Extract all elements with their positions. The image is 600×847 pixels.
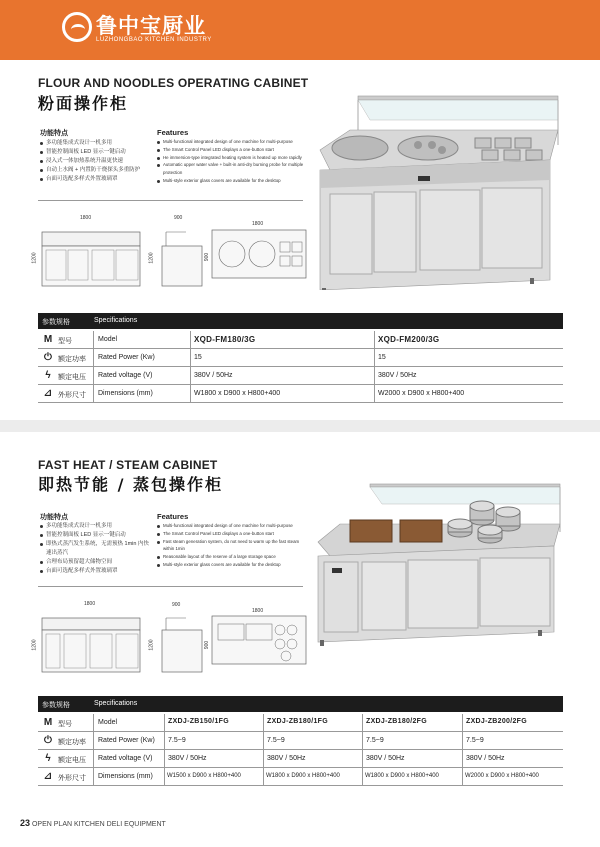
voltage-icon: ϟ xyxy=(45,370,51,381)
feature-item: He immersion-type integrated heating system is heated up more rapidly xyxy=(157,154,307,162)
feature-item: The Smart Control Panel LED displays a one-button start xyxy=(157,146,307,154)
dimension-height-side: 1200 xyxy=(148,639,155,651)
section-fast-heat-steam xyxy=(0,432,600,815)
feature-item: 即热式蒸汽发生系统，无需预热 1min 内快速出蒸汽 xyxy=(40,540,150,558)
features-cn-heading: 功能特点 xyxy=(40,514,68,521)
feature-item: 多功能集成式设计一机多用 xyxy=(40,139,150,148)
model-icon: M xyxy=(43,334,53,345)
features-en-heading: Features xyxy=(157,512,189,521)
spec-table-header xyxy=(38,696,563,712)
dimension-height-front: 1200 xyxy=(31,252,38,264)
spec-label-cn: 型号 xyxy=(58,721,72,728)
spec-row-voltage xyxy=(38,750,563,768)
section-title-cn: 粉面操作柜 xyxy=(38,94,129,113)
section-flour-noodles xyxy=(0,60,600,420)
dimension-side-width: 900 xyxy=(174,215,183,221)
spec-label-cn: 额定电压 xyxy=(58,374,86,381)
footer-text: OPEN PLAN KITCHEN DELI EQUIPMENT xyxy=(31,821,166,828)
brand-name-en: LUZHONGBAO KITCHEN INDUSTRY xyxy=(96,37,212,43)
spec-value: 380V / 50Hz xyxy=(366,755,405,762)
spec-value: ZXDJ-ZB180/2FG xyxy=(366,718,427,725)
spec-row-model xyxy=(38,331,563,349)
features-cn-heading: 功能特点 xyxy=(40,130,68,137)
features-en-list xyxy=(157,138,307,185)
spec-value: 380V / 50Hz xyxy=(194,372,233,379)
spec-row-power xyxy=(38,732,563,750)
logo-mark-icon xyxy=(62,12,92,42)
spec-label-en: Rated voltage (V) xyxy=(98,372,153,379)
brand-name-cn: 鲁中宝厨业 xyxy=(96,14,206,38)
section-divider xyxy=(0,420,600,432)
feature-item: 合理布局预留超大储物空间 xyxy=(40,558,150,567)
dimension-top-width: 1800 xyxy=(252,608,264,614)
dimension-depth: 900 xyxy=(204,252,211,262)
divider-line xyxy=(38,586,303,587)
spec-value: 380V / 50Hz xyxy=(168,755,207,762)
divider-line xyxy=(38,200,303,201)
spec-value: 7.5~9 xyxy=(168,737,186,744)
product-photo-steam-cabinet xyxy=(310,482,565,647)
model-icon: M xyxy=(43,717,53,728)
spec-label-cn: 额定电压 xyxy=(58,757,86,764)
feature-item: Automatic upper water valve + built-in anti-dry burning probe for multiple protection xyxy=(157,161,307,177)
spec-label-cn: 外形尺寸 xyxy=(58,392,86,399)
dimension-front-width: 1800 xyxy=(80,215,92,221)
spec-value: 15 xyxy=(378,354,386,361)
technical-drawings xyxy=(36,608,316,684)
spec-value: ZXDJ-ZB150/1FG xyxy=(168,718,229,725)
dimension-depth: 900 xyxy=(204,640,211,650)
spec-label-en: Dimensions (mm) xyxy=(98,390,153,397)
feature-item: Multi-style exterior glass covers are available for the desktop xyxy=(157,177,307,185)
dimensions-icon: ⊿ xyxy=(43,388,53,399)
brand-logo xyxy=(62,10,222,52)
spec-value: W2000 x D900 x H800+400 xyxy=(465,773,539,779)
feature-item: Multi-functional integrated design of one machine for multi-purpose xyxy=(157,522,307,530)
feature-item: The Smart Control Panel LED displays a one-button start xyxy=(157,530,307,538)
spec-value: ZXDJ-ZB200/2FG xyxy=(466,718,527,725)
spec-value: W1800 x D900 x H800+400 xyxy=(194,390,281,397)
spec-label-cn: 外形尺寸 xyxy=(58,775,86,782)
dimension-front-width: 1800 xyxy=(84,601,96,607)
spec-row-voltage xyxy=(38,367,563,385)
spec-label-en: Rated voltage (V) xyxy=(98,755,153,762)
spec-value: W1800 x D900 x H800+400 xyxy=(266,773,340,779)
features-cn-list xyxy=(40,139,150,184)
spec-label-cn: 型号 xyxy=(58,338,72,345)
dimensions-icon: ⊿ xyxy=(43,771,53,782)
features-en-list xyxy=(157,522,307,569)
spec-row-power xyxy=(38,349,563,367)
spec-label-en: Model xyxy=(98,336,118,343)
spec-value: W1500 x D900 x H800+400 xyxy=(167,773,241,779)
section-title-cn: 即热节能 / 蒸包操作柜 xyxy=(38,475,223,494)
spec-value: W2000 x D900 x H800+400 xyxy=(378,390,465,397)
section-title-en: FAST HEAT / STEAM CABINET xyxy=(38,458,218,472)
spec-value: XQD-FM180/3G xyxy=(194,335,256,344)
feature-item: 自动上水阀 + 内置防干烧探头多重防护 xyxy=(40,166,150,175)
spec-value: W1800 x D900 x H800+400 xyxy=(365,773,439,779)
spec-row-dimensions xyxy=(38,385,563,403)
spec-row-dimensions xyxy=(38,768,563,786)
dimension-top-width: 1800 xyxy=(252,221,264,227)
feature-item: 智能控制面板 LED 显示一键启动 xyxy=(40,531,150,540)
feature-item: Reasonable layout of the reserve of a large storage space xyxy=(157,553,307,561)
page-number: 23 xyxy=(20,818,31,828)
voltage-icon: ϟ xyxy=(45,753,51,764)
feature-item: Multi-functional integrated design of one machine for multi-purpose xyxy=(157,138,307,146)
spec-value: 380V / 50Hz xyxy=(466,755,505,762)
features-en-heading: Features xyxy=(157,128,189,137)
dimension-side-width: 900 xyxy=(172,602,181,608)
feature-item: 浸入式一体加热系统升温更快速 xyxy=(40,157,150,166)
page-header xyxy=(0,0,600,60)
dimension-height-front: 1200 xyxy=(31,639,38,651)
feature-item: 台面可选配多样式外置玻璃罩 xyxy=(40,567,150,576)
spec-value: 380V / 50Hz xyxy=(267,755,306,762)
power-icon: ⏻ xyxy=(44,352,52,363)
spec-table-header xyxy=(38,313,563,329)
spec-value: 7.5~9 xyxy=(366,737,384,744)
section-title-en: FLOUR AND NOODLES OPERATING CABINET xyxy=(38,76,309,90)
spec-header-en: Specifications xyxy=(94,700,138,707)
spec-row-model xyxy=(38,714,563,732)
feature-item: 台面可选配多样式外置玻璃罩 xyxy=(40,175,150,184)
features-cn-list xyxy=(40,522,150,576)
spec-header-cn: 参数规格 xyxy=(42,319,70,326)
spec-header-cn: 参数规格 xyxy=(42,702,70,709)
spec-header-en: Specifications xyxy=(94,317,138,324)
spec-value: XQD-FM200/3G xyxy=(378,335,440,344)
spec-value: 15 xyxy=(194,354,202,361)
feature-item: Fast steam generation system, do not need to warm up the fast steam within 1min xyxy=(157,538,307,554)
spec-value: ZXDJ-ZB180/1FG xyxy=(267,718,328,725)
spec-value: 7.5~9 xyxy=(267,737,285,744)
page-footer xyxy=(20,818,166,828)
technical-drawings xyxy=(36,220,316,300)
spec-label-cn: 额定功率 xyxy=(58,356,86,363)
spec-label-cn: 额定功率 xyxy=(58,739,86,746)
feature-item: 多功能集成式设计一机多用 xyxy=(40,522,150,531)
dimension-height-side: 1200 xyxy=(148,252,155,264)
spec-value: 7.5~9 xyxy=(466,737,484,744)
feature-item: 智能控制面板 LED 显示一键启动 xyxy=(40,148,150,157)
spec-value: 380V / 50Hz xyxy=(378,372,417,379)
spec-label-en: Rated Power (Kw) xyxy=(98,354,155,361)
spec-label-en: Rated Power (Kw) xyxy=(98,737,155,744)
spec-label-en: Model xyxy=(98,719,118,726)
spec-label-en: Dimensions (mm) xyxy=(98,773,153,780)
feature-item: Multi-style exterior glass covers are available for the desktop xyxy=(157,561,307,569)
product-photo-flour-cabinet xyxy=(310,90,565,290)
power-icon: ⏻ xyxy=(44,735,52,746)
